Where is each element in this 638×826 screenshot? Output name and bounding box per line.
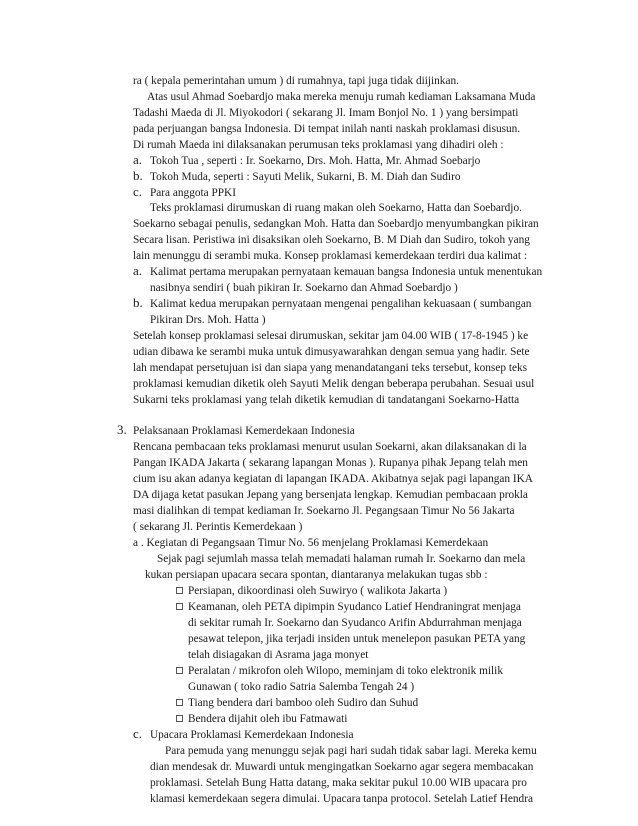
body-line: kukan persiapan upacara secara spontan, diantaranya melakukan tugas sbb : <box>145 569 488 581</box>
list-marker: a. <box>133 263 143 278</box>
body-line: Setelah konsep proklamasi selesai dirumuskan, sekitar jam 04.00 WIB ( 17-8-1945 ) ke <box>133 330 529 342</box>
list-item: Para anggota PPKI <box>150 187 236 199</box>
bullet-box-icon <box>176 603 183 610</box>
list-item: Kalimat kedua merupakan pernyataan mengenai pengalihan kekuasaan ( sumbangan <box>150 298 532 310</box>
list-marker: b. <box>133 295 143 310</box>
list-item: Tokoh Muda, seperti : Sayuti Melik, Sukarni, B. M. Diah dan Sudiro <box>150 171 461 183</box>
body-line: Pikiran Drs. Moh. Hatta ) <box>150 314 266 326</box>
body-line: lah mendapat persetujuan isi dan siapa yang menandatangani teks tersebut, konsep teks <box>133 362 528 374</box>
body-line: Tadashi Maeda di Jl. Miyokodori ( sekarang Jl. Imam Bonjol No. 1 ) yang bersimpati <box>133 107 519 119</box>
subsection-heading: a . Kegiatan di Pegangsaan Timur No. 56 menjelang Proklamasi Kemerdekaan <box>133 537 489 549</box>
body-line: pada perjuangan bangsa Indonesia. Di tempat inilah nanti naskah proklamasi disusun. <box>133 123 521 135</box>
body-line: pesawat telepon, jika terjadi insiden untuk menelepon pasukan PETA yang <box>188 633 526 645</box>
body-line: klamasi kemerdekaan segera dimulai. Upacara tanpa protocol. Setelah Latief Hendra <box>150 793 533 805</box>
body-line: udian dibawa ke serambi muka untuk dimusyawarahkan dengan semua yang hadir. Sete <box>133 346 530 358</box>
bullet-box-icon <box>176 715 183 722</box>
list-item: Kalimat pertama merupakan pernyataan kemauan bangsa Indonesia untuk menentukan <box>150 266 543 278</box>
body-line: proklamasi kemudian diketik oleh Sayuti Melik dengan beberapa perubahan. Sesuai usul <box>133 378 535 390</box>
body-line: ( sekarang Jl. Perintis Kemerdekaan ) <box>133 521 303 533</box>
list-marker: c. <box>133 184 143 199</box>
bullet-item: Bendera dijahit oleh ibu Fatmawati <box>188 713 348 725</box>
body-line: lain menunggu di serambi muka. Konsep proklamasi kemerdekaan terdiri dua kalimat : <box>133 250 528 262</box>
body-line: Para pemuda yang menunggu sejak pagi hari sudah tidak sabar lagi. Mereka kemu <box>165 745 537 757</box>
section-number: 3. <box>117 422 127 437</box>
body-line: proklamasi. Setelah Bung Hatta datang, maka sekitar pukul 10.00 WIB upacara pro <box>150 777 527 789</box>
bullet-box-icon <box>176 667 183 674</box>
body-line: Atas usul Ahmad Soebardjo maka mereka menuju rumah kediaman Laksamana Muda <box>147 91 536 103</box>
bullet-box-icon <box>176 699 183 706</box>
bullet-item: Keamanan, oleh PETA dipimpin Syudanco Latief Hendraningrat menjaga <box>188 601 521 613</box>
section-heading: Pelaksanaan Proklamasi Kemerdekaan Indonesia <box>133 425 355 437</box>
body-line: Soekarno sebagai penulis, sedangkan Moh. Hatta dan Soebardjo menyumbangkan pikiran <box>133 218 539 230</box>
bullet-box-icon <box>176 587 183 594</box>
body-line: masi dialihkan di tempat kediaman Ir. Soekarno Jl. Pegangsaan Timur No 56 Jakarta <box>133 505 515 517</box>
list-marker: b. <box>133 168 143 183</box>
subsection-heading: Upacara Proklamasi Kemerdekaan Indonesia <box>150 729 354 741</box>
body-line: nasibnya sendiri ( buah pikiran Ir. Soekarno dan Ahmad Soebardjo ) <box>150 282 458 294</box>
body-line: Gunawan ( toko radio Satria Salemba Tengah 24 ) <box>188 681 415 693</box>
body-line: Pangan IKADA Jakarta ( sekarang lapangan Monas ). Rupanya pihak Jepang telah men <box>133 457 528 469</box>
bullet-item: Persiapan, dikoordinasi oleh Suwiryo ( walikota Jakarta ) <box>188 585 448 597</box>
list-marker: c. <box>133 726 143 741</box>
body-line: Di rumah Maeda ini dilaksanakan perumusan teks proklamasi yang dihadiri oleh : <box>133 139 504 151</box>
list-marker: a. <box>133 152 143 167</box>
list-item: Tokoh Tua , seperti : Ir. Soekarno, Drs. Moh. Hatta, Mr. Ahmad Soebarjo <box>150 155 481 167</box>
body-line: cium isu akan adanya kegiatan di lapangan IKADA. Akibatnya sejak pagi lapangan IKA <box>133 473 533 485</box>
body-line: di sekitar rumah Ir. Soekarno dan Syudanco Arifin Abdurrahman menjaga <box>188 617 522 629</box>
body-line: Rencana pembacaan teks proklamasi menurut usulan Soekarni, akan dilaksanakan di la <box>133 441 527 453</box>
body-line: Sukarni teks proklamasi yang telah diketik kemudian di tandatangani Soekarno-Hatta <box>133 394 520 406</box>
body-line: telah disiagakan di Asrama jaga monyet <box>188 649 369 661</box>
body-line: DA dijaga ketat pasukan Jepang yang bersenjata lengkap. Kemudian pembacaan prokla <box>133 489 528 501</box>
body-line: Sejak pagi sejumlah massa telah memadati halaman rumah Ir. Soekarno dan mela <box>157 553 526 565</box>
body-line: Secara lisan. Peristiwa ini disaksikan oleh Soekarno, B. M Diah dan Sudiro, tokoh yang <box>133 234 530 246</box>
bullet-item: Tiang bendera dari bamboo oleh Sudiro dan Suhud <box>188 697 419 709</box>
body-line: dian mendesak dr. Muwardi untuk mengingatkan Soekarno agar segera membacakan <box>150 761 534 773</box>
bullet-item: Peralatan / mikrofon oleh Wilopo, meminjam di toko elektronik milik <box>188 665 503 677</box>
body-line: Teks proklamasi dirumuskan di ruang makan oleh Soekarno, Hatta dan Soebardjo. <box>150 202 522 214</box>
body-line: ra ( kepala pemerintahan umum ) di rumahnya, tapi juga tidak diijinkan. <box>133 75 459 87</box>
